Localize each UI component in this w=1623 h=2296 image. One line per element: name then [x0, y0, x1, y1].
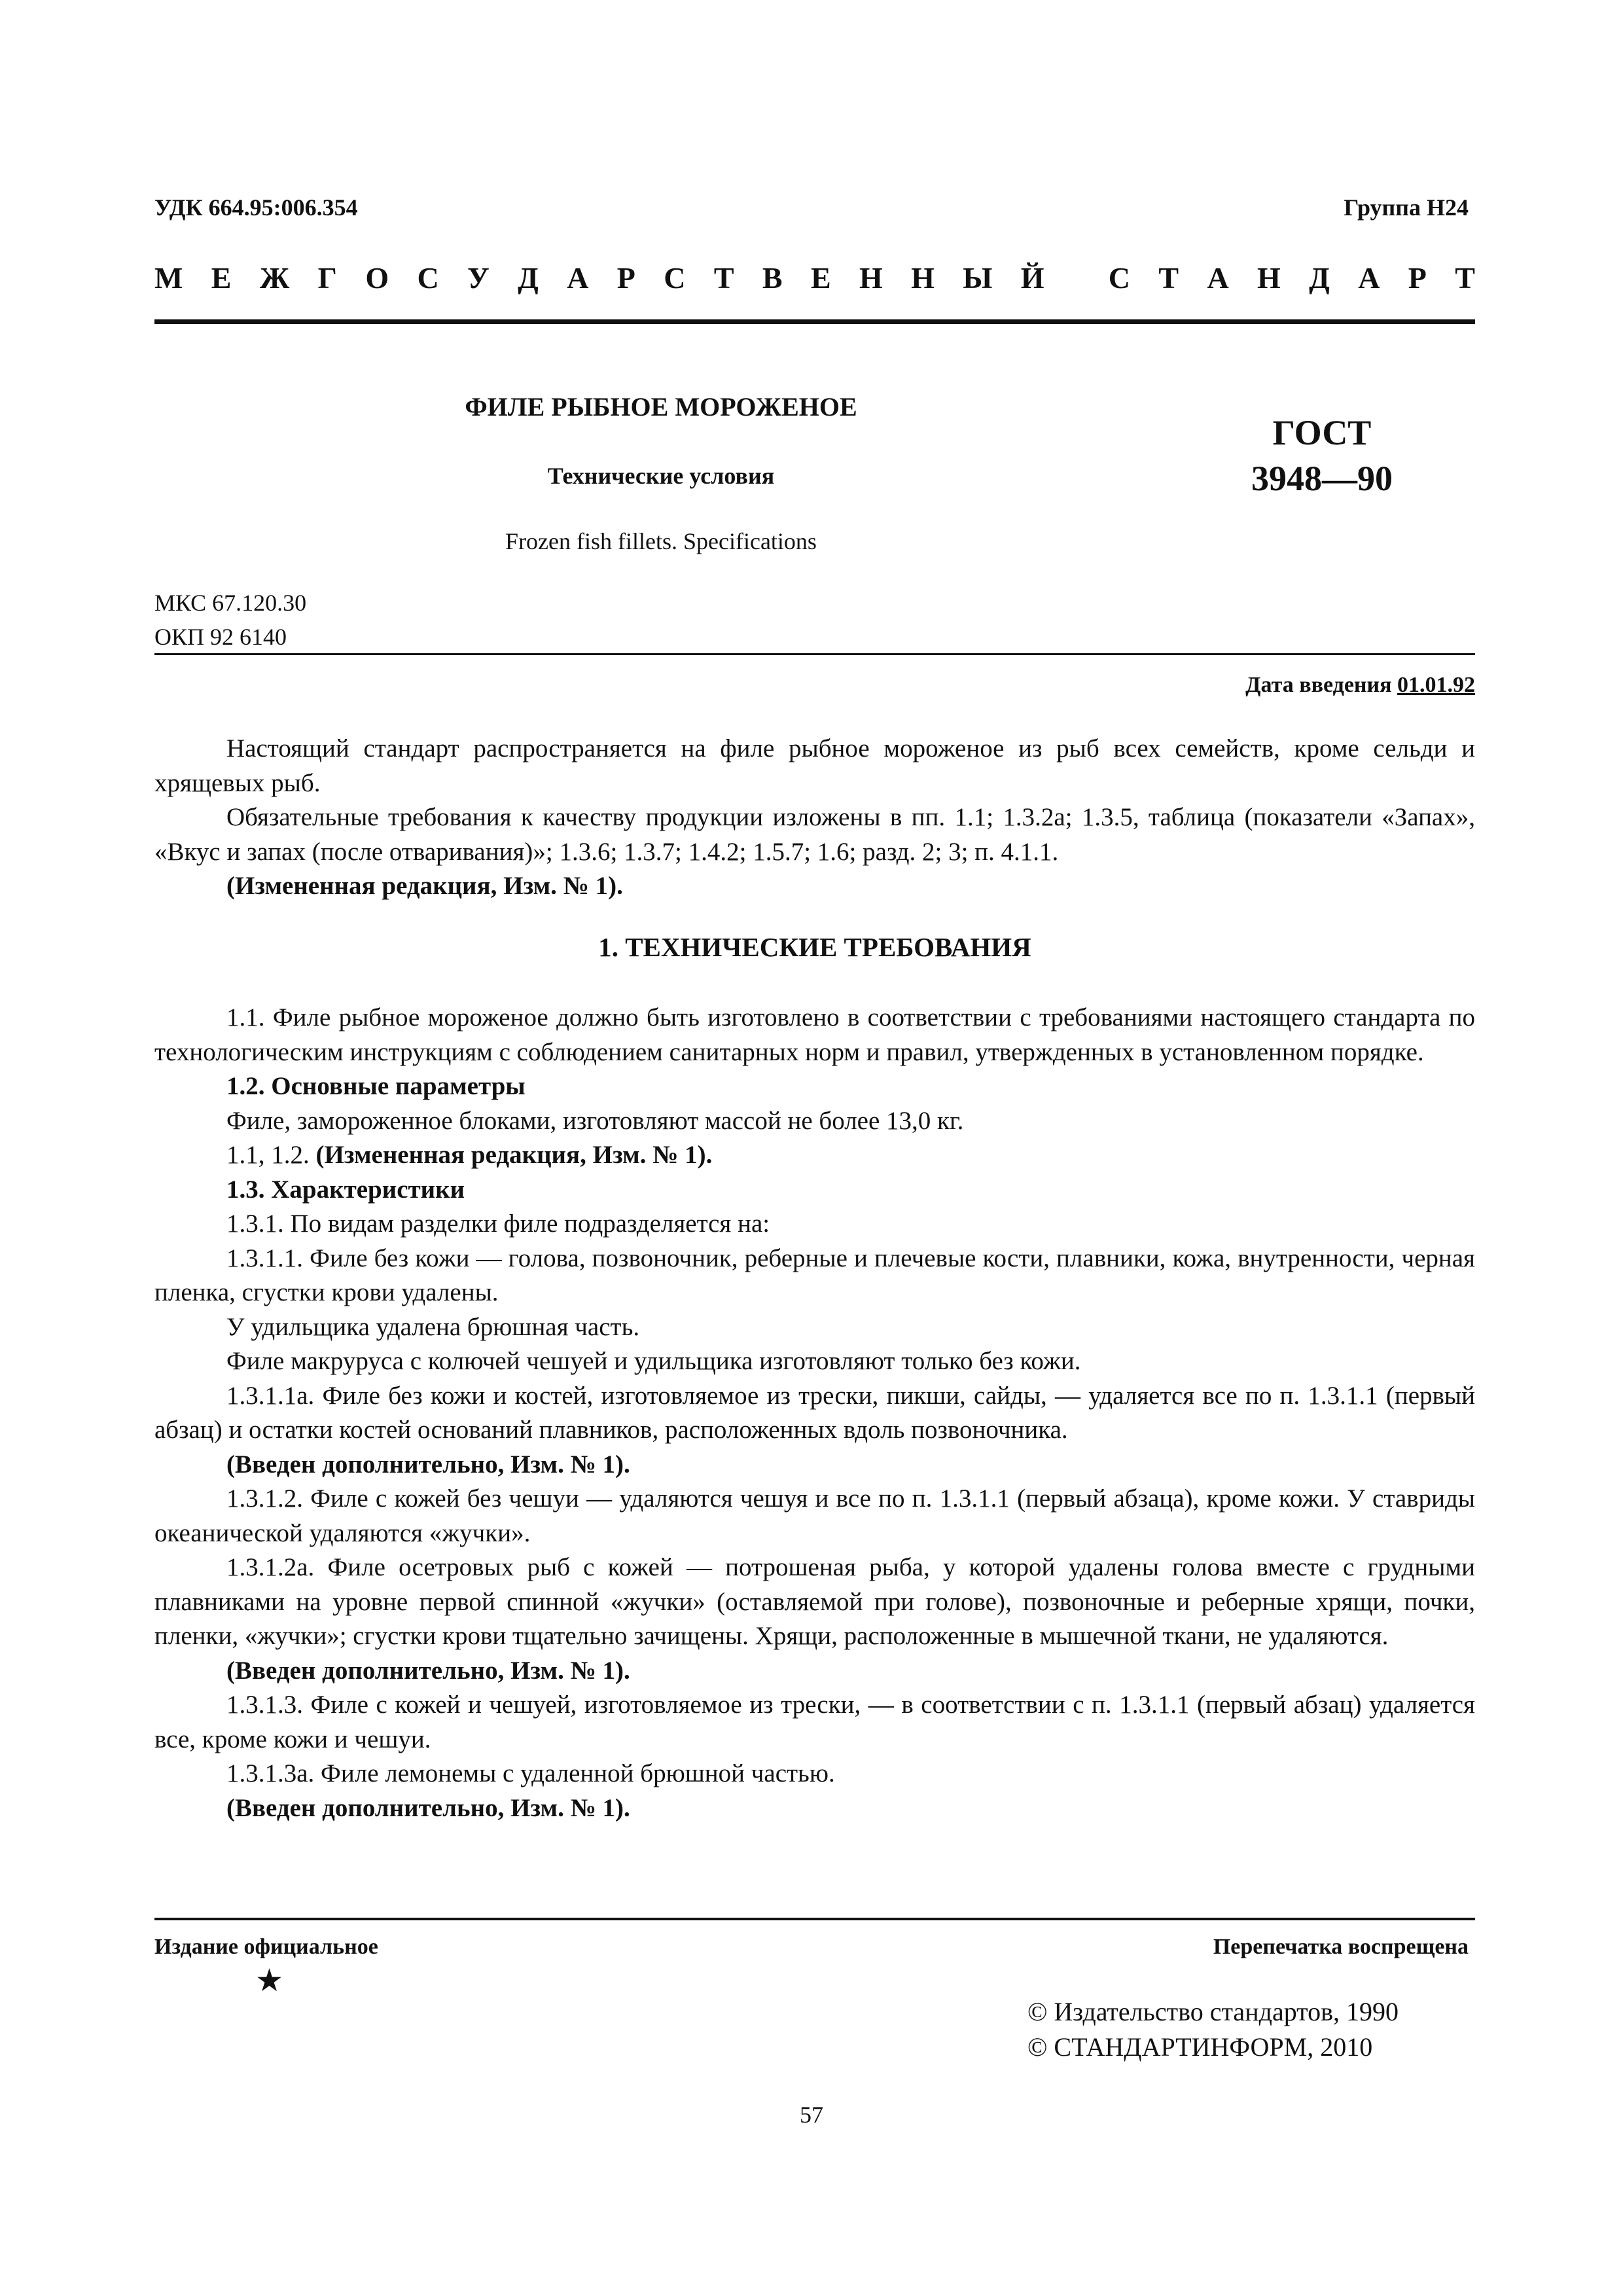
amendment-note: (Измененная редакция, Изм. № 1).: [226, 872, 623, 900]
middle-rule: [154, 653, 1475, 655]
footer-rule: [154, 1918, 1475, 1920]
okp-code: ОКП 92 6140: [154, 624, 287, 650]
introduction-date-value: 01.01.92: [1397, 673, 1475, 697]
heading-letter: Е: [211, 261, 232, 295]
heading-letter: Н: [911, 261, 935, 295]
amendment-note: (Введен дополнительно, Изм. № 1).: [226, 1656, 630, 1685]
paragraph: Настоящий стандарт распространяется на филе рыбное мороженое из рыб всех семейств, кроме сельди и хрящевых рыб.: [154, 734, 1475, 797]
copyright-line: © СТАНДАРТИНФОРМ, 2010: [1027, 2032, 1373, 2062]
heading-letter: Р: [1408, 261, 1427, 295]
gost-number: 3948—90: [1251, 459, 1393, 499]
paragraph: 1.3.1.2. Филе с кожей без чешуи — удаляются чешуя и все по п. 1.3.1.1 (первый абзаца), кроме кожи. У ставриды океанической удаляются «жучки».: [154, 1484, 1475, 1547]
star-icon: ★: [255, 1964, 284, 1998]
official-edition-label: Издание официальное: [154, 1935, 378, 1959]
heading-letter: Й: [1020, 261, 1044, 295]
document-subtitle: Технические условия: [547, 463, 775, 489]
heading-letter: Г: [317, 261, 337, 295]
heading-letter: Д: [1309, 261, 1330, 295]
paragraph: 1.3.1. По видам разделки филе подразделяется на:: [226, 1210, 770, 1238]
paragraph: 1.3.1.3а. Филе лемонемы с удаленной брюшной частью.: [226, 1759, 835, 1787]
heading-letter: С: [417, 261, 439, 295]
heading-letter: Т: [1158, 261, 1179, 295]
paragraph: 1.3.1.2а. Филе осетровых рыб с кожей — потрошеная рыба, у которой удалены голова вместе с грудными плавниками на уровне первой спинной «жучки» (оставляемой при голове), позвоночные и реберные хрящи, почки, пленки, «жучки»; сгустки крови тщательно зачищены. Хрящи, расположенные в мышечной ткани, не удаляются.: [154, 1553, 1475, 1650]
heading-letter: Д: [518, 261, 539, 295]
amendment-note: (Введен дополнительно, Изм. № 1).: [226, 1793, 630, 1822]
paragraph: Филе, замороженное блоками, изготовляют массой не более 13,0 кг.: [226, 1106, 964, 1135]
udk-code: УДК 664.95:006.354: [154, 194, 358, 221]
heading-letter: Ж: [259, 261, 290, 295]
top-rule: [154, 319, 1475, 324]
group-code: Группа Н24: [1344, 194, 1469, 221]
heading-letter: Т: [1455, 261, 1475, 295]
subsection-heading: 1.3. Характеристики: [226, 1175, 465, 1204]
page-number: 57: [800, 2102, 823, 2128]
english-title: Frozen fish fillets. Specifications: [505, 528, 817, 554]
heading-letter: С: [664, 261, 686, 295]
interstate-standard-heading: [154, 260, 1475, 295]
heading-letter: Н: [859, 261, 883, 295]
introduction-date: [1245, 673, 1475, 698]
gost-label: ГОСТ: [1272, 413, 1372, 452]
heading-letter: [1073, 260, 1080, 295]
heading-letter: Р: [616, 261, 635, 295]
heading-letter: Т: [713, 261, 734, 295]
reprint-prohibited-label: Перепечатка воспрещена: [1213, 1935, 1469, 1959]
gost-designation: [1224, 410, 1420, 501]
paragraph: 1.3.1.1а. Филе без кожи и костей, изготовляемое из трески, пикши, сайды, — удаляется все по п. 1.3.1.1 (первый абзац) и остатки костей оснований плавников, расположенных вдоль позвоночника.: [154, 1381, 1475, 1444]
paragraph: 1.3.1.3. Филе с кожей и чешуей, изготовляемое из трески, — в соответствии с п. 1.3.1.1 (первый абзац) удаляется все, кроме кожи и чешуи.: [154, 1691, 1475, 1753]
amendment-text: (Измененная редакция, Изм. № 1).: [315, 1141, 713, 1169]
paragraph: Филе макруруса с колючей чешуей и удильщика изготовляют только без кожи.: [226, 1347, 1081, 1375]
amendment-note: [154, 1138, 1475, 1173]
heading-letter: А: [567, 261, 589, 295]
amendment-note: (Введен дополнительно, Изм. № 1).: [226, 1450, 630, 1479]
paragraph: Обязательные требования к качеству продукции изложены в пп. 1.1; 1.3.2а; 1.3.5, таблица (показатели «Запах», «Вкус и запах (после отваривания)»; 1.3.6; 1.3.7; 1.4.2; 1.5.7; 1.6; разд. 2; 3; п. 4.1.1.: [154, 803, 1475, 866]
mks-code: МКС 67.120.30: [154, 590, 307, 616]
heading-letter: А: [1207, 261, 1229, 295]
amendment-prefix: 1.1, 1.2.: [226, 1141, 316, 1169]
heading-letter: А: [1358, 261, 1380, 295]
heading-letter: С: [1108, 261, 1131, 295]
subsection-heading: 1.2. Основные параметры: [226, 1072, 526, 1100]
document-title: ФИЛЕ РЫБНОЕ МОРОЖЕНОЕ: [465, 392, 857, 422]
section-heading: 1. ТЕХНИЧЕСКИЕ ТРЕБОВАНИЯ: [598, 931, 1031, 962]
document-body: [154, 732, 1475, 1825]
heading-letter: Н: [1257, 261, 1281, 295]
paragraph: У удильщика удалена брюшная часть.: [226, 1312, 640, 1341]
introduction-date-label: Дата введения: [1245, 673, 1397, 697]
heading-letter: Ы: [963, 261, 993, 295]
heading-letter: В: [762, 261, 783, 295]
heading-letter: У: [467, 261, 490, 295]
heading-letter: Е: [810, 261, 831, 295]
heading-letter: О: [365, 261, 389, 295]
paragraph: 1.3.1.1. Филе без кожи — голова, позвоночник, реберные и плечевые кости, плавники, кожа, внутренности, черная пленка, сгустки крови удалены.: [154, 1244, 1475, 1306]
copyright-line: © Издательство стандартов, 1990: [1027, 1997, 1399, 2026]
paragraph: 1.1. Филе рыбное мороженое должно быть изготовлено в соответствии с требованиями настоящего стандарта по технологическим инструкциям с соблюдением санитарных норм и правил, утвержденных в установленном порядке.: [154, 1003, 1475, 1066]
heading-letter: М: [154, 261, 183, 295]
